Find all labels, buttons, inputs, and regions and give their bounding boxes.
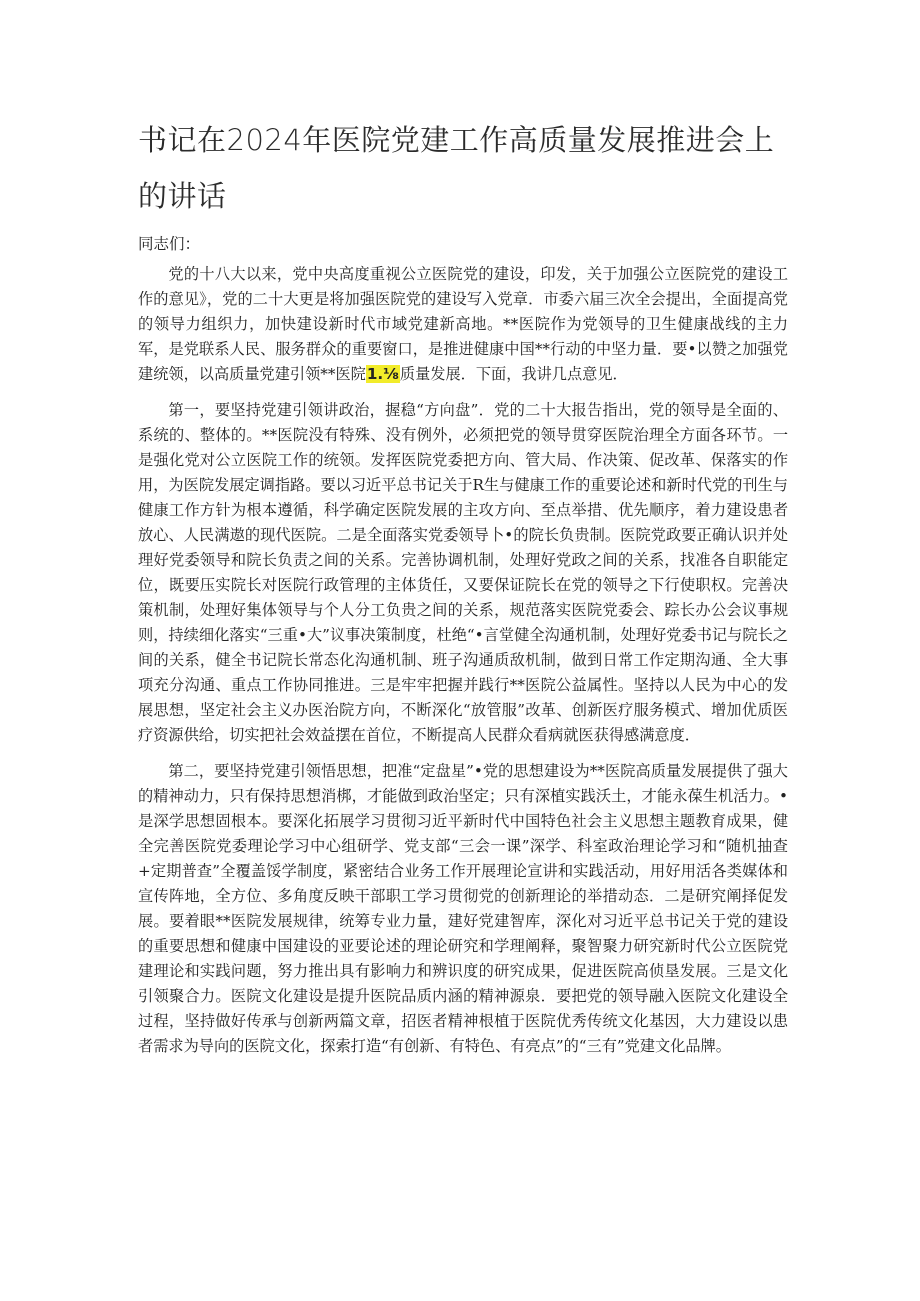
highlighted-text: 1.⅛	[366, 365, 399, 383]
salutation: 同志们：	[138, 235, 201, 253]
paragraph-second-point-text: 第二，要坚持党建引领悟思想，把准“定盘星”•党的思想建设为**医院高质量发展提供了强大的精神动力，只有保持思想消梆，才能做到政治坚定；只有深植实践沃土，才能永葆生机活力。•是深学思想固根本。要深化拓展学习贯彻习近平新时代中国特色社会主义思想主题教育成果，健全完善医院党委理论学习中心组研学、党支部“三会一课”深学、科室政治理论学习和“随机抽查+定期普查”全覆盖馁学制度，紧密结合业务工作开展理论宣讲和实践活动，用好用活各类媒体和宣传阵地，全方位、多角度反映干部职工学习贯彻党的创新理论的举措动态．二是研究阐择促发展。要着眼**医院发展规律，统筹专业力量，建好党建智库，深化对习近平总书记关于党的建设的重要思想和健康中国建设的亚要论述的理论研究和学理阐释，聚智聚力研究新时代公立医院党建理论和实践问题，努力推出具有影响力和辨识度的研究成果，促进医院高侦垦发展。三是文化引领聚合力。医院文化建设是提升医院品质内涵的精神源泉．要把党的领导融入医院文化建设全过程，坚持做好传承与创新两篇文章，招医者精神根植于医院优秀传统文化基因，大力建设以患者需求为导向的医院文化，探索打造“有创新、有特色、有亮点”的“三有”党建文化品牌。	[138, 762, 788, 1055]
paragraph-intro-text: 党的十八大以来，党中央高度重视公立医院党的建设，印发，关于加强公立医院党的建设工作的意见》，党的二十大更是将加强医院党的建设写入党章．市委六届三次全会提出，全面提高党的领导力组织力，加快建设新时代市域党建新高地。**医院作为党领导的卫生健康战线的主力军，是党联系人民、服务群众的重要窗口，是推进健康中国**行动的中坚力量．要•以赞之加强党建统领，以高质量党建引领**医院	[138, 265, 788, 383]
paragraph-first-point-text: 第一，要坚持党建引领讲政治，握稳“方向盘”．党的二十大报告指出，党的领导是全面的、系统的、整体的。**医院没有特殊、没有例外，必须把党的领导贯穿医院治理全方面各环节。一是强化党对公立医院工作的统领。发挥医院党委把方向、管大局、作决策、促改革、保落实的作用，为医院发展定调指路。要以习近平总书记关于R生与健康工作的重要论述和新时代党的刊生与健康工作方针为根本遵循，科学确定医院发展的主攻方向、至点举措、优先顺序，着力建设患者放心、人民满遨的现代医院。二是全面落实党委领导卜•的院长负贵制。医院党政要正确认识并处理好党委领导和院长负责之间的关系。完善协调机制，处理好党政之间的关系，找准各自职能定位，既要压实院长对医院行政管理的主体货任，又要保证院长在党的领导之下行使职权。完善决策机制，处理好集体领导与个人分工负贵之间的关系，规范落实医院党委会、踪长办公会议事规则，持续细化落实“三重•大”议事决策制度，杜绝“•言堂健全沟通机制，处理好党委书记与院长之间的关系，健全书记院长常态化沟通机制、班子沟通质敌机制，做到日常工作定期沟通、全大事项充分沟通、重点工作协同推进。三是牢牢把握并践行**医院公益属性。坚持以人民为中心的发展思想，坚定社会主义办医治院方向，不断深化“放管服”改革、创新医疗服务模式、增加优质医疗资源供给，切实把社会效益摆在首位，不断提高人民群众看病就医获得感满意度．	[138, 401, 788, 744]
document-title: 书记在2024年医院党建工作高质量发展推进会上的讲话	[138, 123, 775, 213]
paragraph-first-point	[138, 398, 788, 748]
speech-body	[138, 262, 788, 1070]
paragraph-second-point	[138, 759, 788, 1059]
paragraph-intro-text-end: 质量发展．下面，我讲几点意见．	[399, 365, 628, 383]
paragraph-intro	[138, 262, 788, 387]
